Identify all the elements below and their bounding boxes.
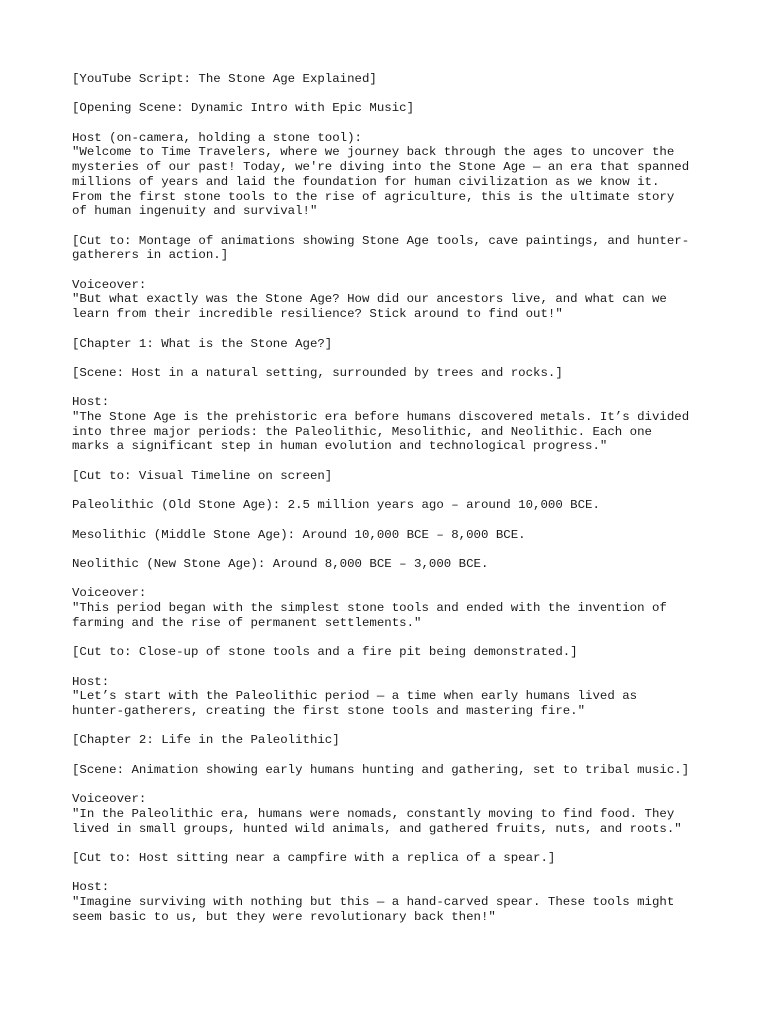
script-line: [Cut to: Visual Timeline on screen] <box>72 468 333 483</box>
script-line: mysteries of our past! Today, we're diving into the Stone Age — an era that spanned <box>72 160 690 175</box>
script-paragraph <box>72 337 712 352</box>
script-line: "Imagine surviving with nothing but this — a hand-carved spear. These tools might <box>72 895 675 910</box>
script-line: [Scene: Animation showing early humans hunting and gathering, set to tribal music.] <box>72 762 690 777</box>
script-paragraph <box>72 880 712 924</box>
script-paragraph <box>72 792 712 836</box>
script-paragraph <box>72 645 712 660</box>
script-line: farming and the rise of permanent settlements." <box>72 615 422 630</box>
script-line: lived in small groups, hunted wild animals, and gathered fruits, nuts, and roots." <box>72 821 682 836</box>
script-paragraph <box>72 733 712 748</box>
script-paragraph <box>72 366 712 381</box>
script-line: "But what exactly was the Stone Age? How did our ancestors live, and what can we <box>72 292 667 307</box>
script-paragraph <box>72 101 712 116</box>
script-line: [Cut to: Host sitting near a campfire with a replica of a spear.] <box>72 850 556 865</box>
script-line: From the first stone tools to the rise of agriculture, this is the ultimate story <box>72 189 675 204</box>
script-line: gatherers in action.] <box>72 248 229 263</box>
script-paragraph <box>72 395 712 454</box>
script-line: Voiceover: <box>72 792 147 807</box>
script-line: Host: <box>72 880 110 895</box>
script-paragraph <box>72 234 712 263</box>
script-line: marks a significant step in human evolution and technological progress." <box>72 439 608 454</box>
script-paragraph <box>72 469 712 484</box>
script-line: [Chapter 1: What is the Stone Age?] <box>72 336 333 351</box>
script-line: Neolithic (New Stone Age): Around 8,000 BCE – 3,000 BCE. <box>72 557 489 572</box>
script-paragraph <box>72 851 712 866</box>
script-line: [Scene: Host in a natural setting, surrounded by trees and rocks.] <box>72 365 563 380</box>
script-line: Host (on-camera, holding a stone tool): <box>72 130 362 145</box>
script-line: hunter-gatherers, creating the first stone tools and mastering fire." <box>72 704 586 719</box>
script-paragraph <box>72 131 712 219</box>
script-paragraph <box>72 586 712 630</box>
script-line: Host: <box>72 395 110 410</box>
document-page <box>72 72 712 939</box>
script-paragraph <box>72 278 712 322</box>
script-paragraph <box>72 72 712 87</box>
script-line: seem basic to us, but they were revolutionary back then!" <box>72 909 496 924</box>
script-line: [YouTube Script: The Stone Age Explained] <box>72 72 377 86</box>
script-line: [Chapter 2: Life in the Paleolithic] <box>72 733 340 748</box>
script-line: Voiceover: <box>72 277 147 292</box>
script-line: [Opening Scene: Dynamic Intro with Epic Music] <box>72 101 415 116</box>
script-paragraph <box>72 675 712 719</box>
script-line: "In the Paleolithic era, humans were nomads, constantly moving to find food. They <box>72 806 675 821</box>
script-line: Paleolithic (Old Stone Age): 2.5 million years ago – around 10,000 BCE. <box>72 498 600 513</box>
script-line: of human ingenuity and survival!" <box>72 204 318 219</box>
script-line: "Let’s start with the Paleolithic period — a time when early humans lived as <box>72 689 638 704</box>
script-paragraph <box>72 498 712 513</box>
script-line: "The Stone Age is the prehistoric era before humans discovered metals. It’s divided <box>72 410 690 425</box>
script-line: [Cut to: Montage of animations showing Stone Age tools, cave paintings, and hunter- <box>72 233 690 248</box>
script-line: Voiceover: <box>72 586 147 601</box>
script-paragraph <box>72 557 712 572</box>
script-paragraph <box>72 528 712 543</box>
script-line: learn from their incredible resilience? Stick around to find out!" <box>72 307 563 322</box>
script-line: millions of years and laid the foundation for human civilization as we know it. <box>72 174 660 189</box>
script-paragraph <box>72 763 712 778</box>
script-line: Host: <box>72 674 110 689</box>
script-line: into three major periods: the Paleolithic, Mesolithic, and Neolithic. Each one <box>72 424 652 439</box>
script-line: [Cut to: Close-up of stone tools and a fire pit being demonstrated.] <box>72 645 578 660</box>
script-line: "This period began with the simplest stone tools and ended with the invention of <box>72 601 667 616</box>
script-line: "Welcome to Time Travelers, where we journey back through the ages to uncover the <box>72 145 675 160</box>
script-line: Mesolithic (Middle Stone Age): Around 10,000 BCE – 8,000 BCE. <box>72 527 526 542</box>
